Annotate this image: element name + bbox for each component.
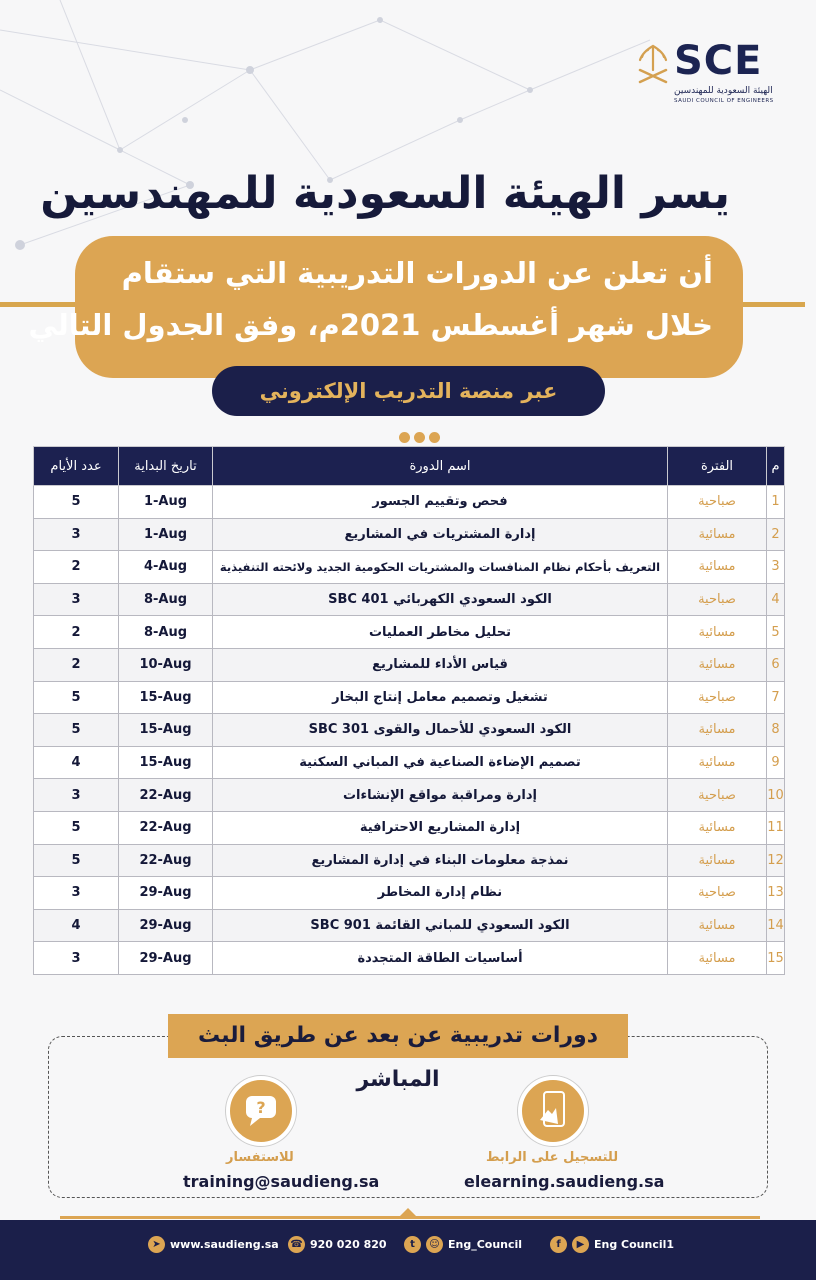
table-row <box>34 844 785 877</box>
cell-num: 1 <box>767 486 785 519</box>
table-row <box>34 648 785 681</box>
table-row <box>34 877 785 910</box>
logo-name-en: SAUDI COUNCIL OF ENGINEERS <box>674 98 774 104</box>
cell-course: الكود السعودي للمباني القائمة SBC 901 <box>213 909 668 942</box>
cell-start-date: 29-Aug <box>119 942 213 975</box>
cell-course: نظام إدارة المخاطر <box>213 877 668 910</box>
cell-period: مسائية <box>668 746 767 779</box>
cell-period: صباحية <box>668 583 767 616</box>
cell-num: 9 <box>767 746 785 779</box>
cell-start-date: 10-Aug <box>119 648 213 681</box>
footer-twitter[interactable] <box>404 1236 522 1253</box>
cell-course: الكود السعودي الكهربائي SBC 401 <box>213 583 668 616</box>
cell-days: 5 <box>34 486 119 519</box>
table-row <box>34 942 785 975</box>
table-row <box>34 551 785 584</box>
cell-days: 4 <box>34 746 119 779</box>
table-row <box>34 681 785 714</box>
cell-course: تشغيل وتصميم معامل إنتاج البخار <box>213 681 668 714</box>
table-row <box>34 486 785 519</box>
table-header-row <box>34 447 785 486</box>
cell-days: 3 <box>34 518 119 551</box>
facebook-icon: f <box>550 1236 567 1253</box>
header-start: تاريخ البداية <box>119 447 213 486</box>
cell-period: مسائية <box>668 811 767 844</box>
cell-num: 8 <box>767 714 785 747</box>
cell-days: 2 <box>34 616 119 649</box>
decorative-dots <box>399 428 449 440</box>
cell-num: 11 <box>767 811 785 844</box>
footer-website-text: www.saudieng.sa <box>170 1238 279 1251</box>
cell-period: صباحية <box>668 877 767 910</box>
cell-start-date: 4-Aug <box>119 551 213 584</box>
cell-period: مسائية <box>668 909 767 942</box>
cell-course: فحص وتقييم الجسور <box>213 486 668 519</box>
header-period: الفترة <box>668 447 767 486</box>
footer-phone-text: 920 020 820 <box>310 1238 387 1251</box>
cell-course: قياس الأداء للمشاريع <box>213 648 668 681</box>
register-url[interactable]: elearning.saudieng.sa <box>464 1172 665 1191</box>
cell-period: صباحية <box>668 681 767 714</box>
cell-course: الكود السعودي للأحمال والقوى SBC 301 <box>213 714 668 747</box>
cell-course: تصميم الإضاءة الصناعية في المباني السكنية <box>213 746 668 779</box>
cell-num: 14 <box>767 909 785 942</box>
cell-days: 3 <box>34 877 119 910</box>
cell-start-date: 8-Aug <box>119 616 213 649</box>
cell-num: 12 <box>767 844 785 877</box>
logo-name-ar: الهيئة السعودية للمهندسين <box>674 86 773 96</box>
table-row <box>34 714 785 747</box>
footer-notch <box>398 1208 418 1218</box>
cell-days: 3 <box>34 942 119 975</box>
cell-num: 13 <box>767 877 785 910</box>
cell-days: 4 <box>34 909 119 942</box>
course-schedule-table <box>33 446 785 975</box>
cell-course: التعريف بأحكام نظام المنافسات والمشتريات الحكومية الجديد ولائحته التنفيذية <box>213 551 668 584</box>
table-row <box>34 779 785 812</box>
cell-start-date: 29-Aug <box>119 909 213 942</box>
platform-pill: عبر منصة التدريب الإلكتروني <box>212 366 605 416</box>
cell-num: 2 <box>767 518 785 551</box>
announcement-line-1: أن تعلن عن الدورات التدريبية التي ستقام <box>121 256 713 290</box>
cell-course: إدارة المشتريات في المشاريع <box>213 518 668 551</box>
cell-course: تحليل مخاطر العمليات <box>213 616 668 649</box>
cell-period: صباحية <box>668 486 767 519</box>
cell-days: 2 <box>34 648 119 681</box>
cell-period: مسائية <box>668 551 767 584</box>
header-course: اسم الدورة <box>213 447 668 486</box>
inquiry-circle <box>226 1076 296 1146</box>
cell-num: 7 <box>767 681 785 714</box>
cell-days: 5 <box>34 811 119 844</box>
announcement-line-2: خلال شهر أغسطس 2021م، وفق الجدول التالي <box>28 308 713 342</box>
cell-start-date: 15-Aug <box>119 746 213 779</box>
table-row <box>34 811 785 844</box>
inquiry-label: للاستفسار <box>226 1150 294 1165</box>
register-label: للتسجيل على الرابط <box>486 1150 619 1165</box>
cell-start-date: 22-Aug <box>119 844 213 877</box>
cell-num: 3 <box>767 551 785 584</box>
cell-start-date: 29-Aug <box>119 877 213 910</box>
page-headline: يسر الهيئة السعودية للمهندسين <box>40 168 730 219</box>
cursor-icon: ➤ <box>148 1236 165 1253</box>
table-row <box>34 746 785 779</box>
inquiry-email[interactable]: training@saudieng.sa <box>183 1172 380 1191</box>
youtube-icon: ▶ <box>572 1236 589 1253</box>
cell-course: إدارة المشاريع الاحترافية <box>213 811 668 844</box>
cell-start-date: 8-Aug <box>119 583 213 616</box>
cell-period: مسائية <box>668 942 767 975</box>
question-chat-icon <box>230 1080 292 1142</box>
footer-twitter-text: Eng_Council <box>448 1238 523 1251</box>
phone-touch-icon <box>522 1080 584 1142</box>
header-days: عدد الأيام <box>34 447 119 486</box>
svg-text:?: ? <box>256 1098 266 1117</box>
cell-start-date: 15-Aug <box>119 681 213 714</box>
cell-period: صباحية <box>668 779 767 812</box>
footer-website[interactable] <box>148 1236 279 1253</box>
palm-swords-icon <box>636 42 670 86</box>
table-row <box>34 518 785 551</box>
cell-period: مسائية <box>668 648 767 681</box>
cell-period: مسائية <box>668 714 767 747</box>
live-banner: دورات تدريبية عن بعد عن طريق البث المباشر <box>168 1014 628 1058</box>
header-num: م <box>767 447 785 486</box>
footer-facebook-text: Eng Council1 <box>594 1238 675 1251</box>
cell-start-date: 1-Aug <box>119 518 213 551</box>
cell-num: 5 <box>767 616 785 649</box>
sce-logo <box>630 38 780 108</box>
cell-num: 15 <box>767 942 785 975</box>
cell-start-date: 15-Aug <box>119 714 213 747</box>
cell-course: إدارة ومراقبة مواقع الإنشاءات <box>213 779 668 812</box>
cell-course: نمذجة معلومات البناء في إدارة المشاريع <box>213 844 668 877</box>
cell-days: 3 <box>34 583 119 616</box>
cell-num: 4 <box>767 583 785 616</box>
register-circle <box>518 1076 588 1146</box>
table-row <box>34 616 785 649</box>
phone-icon: ☎ <box>288 1236 305 1253</box>
snapchat-icon: ☺ <box>426 1236 443 1253</box>
cell-num: 10 <box>767 779 785 812</box>
cell-period: مسائية <box>668 518 767 551</box>
footer-facebook[interactable] <box>550 1236 674 1253</box>
table-row <box>34 583 785 616</box>
cell-days: 5 <box>34 714 119 747</box>
twitter-icon: t <box>404 1236 421 1253</box>
cell-period: مسائية <box>668 844 767 877</box>
cell-start-date: 22-Aug <box>119 779 213 812</box>
announcement-box <box>28 236 743 378</box>
cell-course: أساسيات الطاقة المتجددة <box>213 942 668 975</box>
cell-days: 3 <box>34 779 119 812</box>
cell-days: 2 <box>34 551 119 584</box>
cell-days: 5 <box>34 844 119 877</box>
logo-abbr: SCE <box>674 38 763 84</box>
cell-start-date: 1-Aug <box>119 486 213 519</box>
cell-num: 6 <box>767 648 785 681</box>
cell-start-date: 22-Aug <box>119 811 213 844</box>
cell-period: مسائية <box>668 616 767 649</box>
cell-days: 5 <box>34 681 119 714</box>
footer-phone[interactable] <box>288 1236 387 1253</box>
table-row <box>34 909 785 942</box>
